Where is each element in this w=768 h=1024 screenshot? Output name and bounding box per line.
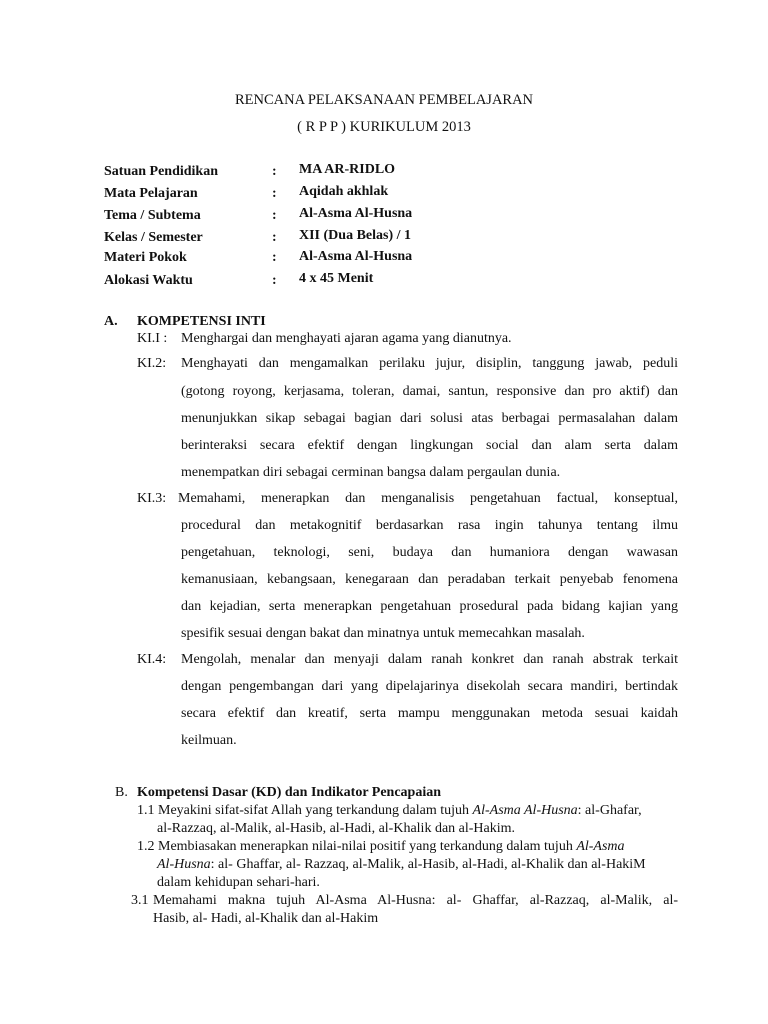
ki1-label: KI.I : — [137, 331, 168, 346]
kd-1-2-text-2: : al- Ghaffar, al- Razzaq, al-Malik, al-Hasib, al-Hadi, al-Khalik dan al-HakiM — [210, 857, 646, 872]
ki3-line: spesifik sesuai dengan bakat dan minatnya untuk memecahkan masalah. — [181, 626, 585, 641]
ki4-line: secara efektif dan kreatif, serta mampu menggunakan metoda sesuai kaidah — [181, 706, 678, 721]
ki3-line: Memahami, menerapkan dan menganalisis pengetahuan factual, konseptual, — [178, 491, 678, 506]
identity-label-satuan: Satuan Pendidikan — [104, 164, 218, 179]
ki2-label: KI.2: — [137, 356, 167, 371]
ki3-label: KI.3: — [137, 491, 167, 506]
kd-1-1-line2: al-Razzaq, al-Malik, al-Hasib, al-Hadi, al-Khalik dan al-Hakim. — [157, 821, 516, 836]
kd-1-2-line1 — [137, 839, 625, 855]
ki2-line: menunjukkan sikap sebagai bagian dari solusi atas berbagai permasalahan dalam — [181, 411, 678, 426]
identity-colon: : — [272, 208, 277, 223]
identity-value-kelas: XII (Dua Belas) / 1 — [299, 228, 412, 243]
identity-colon: : — [272, 164, 277, 179]
kd-1-1-italic: Al-Asma Al-Husna — [472, 803, 578, 818]
ki4-label: KI.4: — [137, 652, 167, 667]
identity-label-mapel: Mata Pelajaran — [104, 186, 198, 201]
identity-value-alokasi: 4 x 45 Menit — [299, 271, 374, 286]
kd-1-2-line2 — [157, 857, 646, 873]
identity-colon: : — [272, 250, 277, 265]
identity-value-materi: Al-Asma Al-Husna — [299, 249, 413, 264]
ki3-line: procedural dan metakognitif berdasarkan rasa ingin tahunya tentang ilmu — [181, 518, 678, 533]
identity-colon: : — [272, 186, 277, 201]
kd-3-1-line1: Memahami makna tujuh Al-Asma Al-Husna: al- Ghaffar, al-Razzaq, al-Malik, al- — [153, 893, 678, 908]
ki2-line: Menghayati dan mengamalkan perilaku jujur, disiplin, tanggung jawab, peduli — [181, 356, 678, 371]
identity-value-satuan: MA AR-RIDLO — [299, 162, 396, 177]
ki1-text: Menghargai dan menghayati ajaran agama yang dianutnya. — [181, 331, 512, 346]
ki3-line: dan kejadian, serta menerapkan pengetahuan prosedural pada bidang kajian yang — [181, 599, 678, 614]
kd-1-1-line1 — [137, 803, 642, 819]
document-title: RENCANA PELAKSANAAN PEMBELAJARAN — [234, 92, 534, 108]
identity-colon: : — [272, 273, 277, 288]
section-a-letter: A. — [104, 314, 118, 329]
kd-1-2-text: Membiasakan menerapkan nilai-nilai positif yang terkandung dalam tujuh — [158, 839, 577, 854]
identity-label-alokasi: Alokasi Waktu — [104, 273, 193, 288]
kd-1-1-number: 1.1 — [137, 803, 155, 818]
identity-label-kelas: Kelas / Semester — [104, 230, 203, 245]
ki3-line: pengetahuan, teknologi, seni, budaya dan humaniora dengan wawasan — [181, 545, 678, 560]
identity-label-materi: Materi Pokok — [104, 250, 187, 265]
identity-value-tema: Al-Asma Al-Husna — [299, 206, 413, 221]
kd-1-2-italic-2: Al-Husna — [157, 857, 211, 872]
ki3-line: kemanusiaan, kebangsaan, kenegaraan dan peradaban terkait penyebab fenomena — [181, 572, 678, 587]
kd-1-2-number: 1.2 — [137, 839, 155, 854]
kd-1-1-text: Meyakini sifat-sifat Allah yang terkandung dalam tujuh — [158, 803, 473, 818]
kd-1-1-text-end: : al-Ghafar, — [577, 803, 642, 818]
ki4-line: Mengolah, menalar dan menyaji dalam ranah konkret dan ranah abstrak terkait — [181, 652, 678, 667]
section-b-letter: B. — [115, 785, 128, 800]
kd-1-2-italic: Al-Asma — [576, 839, 625, 854]
ki2-line: menempatkan diri sebagai cerminan bangsa dalam pergaulan dunia. — [181, 465, 561, 480]
identity-colon: : — [272, 230, 277, 245]
ki2-line: (gotong royong, kerjasama, toleran, damai, santun, responsive dan pro aktif) dan — [181, 384, 678, 399]
ki4-line: dengan pengembangan dari yang dipelajarinya disekolah secara mandiri, bertindak — [181, 679, 678, 694]
document-subtitle: ( R P P ) KURIKULUM 2013 — [297, 119, 471, 135]
ki2-line: berinteraksi secara efektif dengan lingkungan social dan alam serta dalam — [181, 438, 678, 453]
kd-1-2-line3: dalam kehidupan sehari-hari. — [157, 875, 320, 890]
kd-3-1-number: 3.1 — [131, 893, 149, 908]
kd-3-1-line2: Hasib, al- Hadi, al-Khalik dan al-Hakim — [153, 911, 379, 926]
section-b-title: Kompetensi Dasar (KD) dan Indikator Pencapaian — [137, 785, 442, 800]
ki4-line: keilmuan. — [181, 733, 237, 748]
identity-value-mapel: Aqidah akhlak — [299, 184, 389, 199]
identity-label-tema: Tema / Subtema — [104, 208, 201, 223]
section-a-title: KOMPETENSI INTI — [137, 314, 266, 329]
